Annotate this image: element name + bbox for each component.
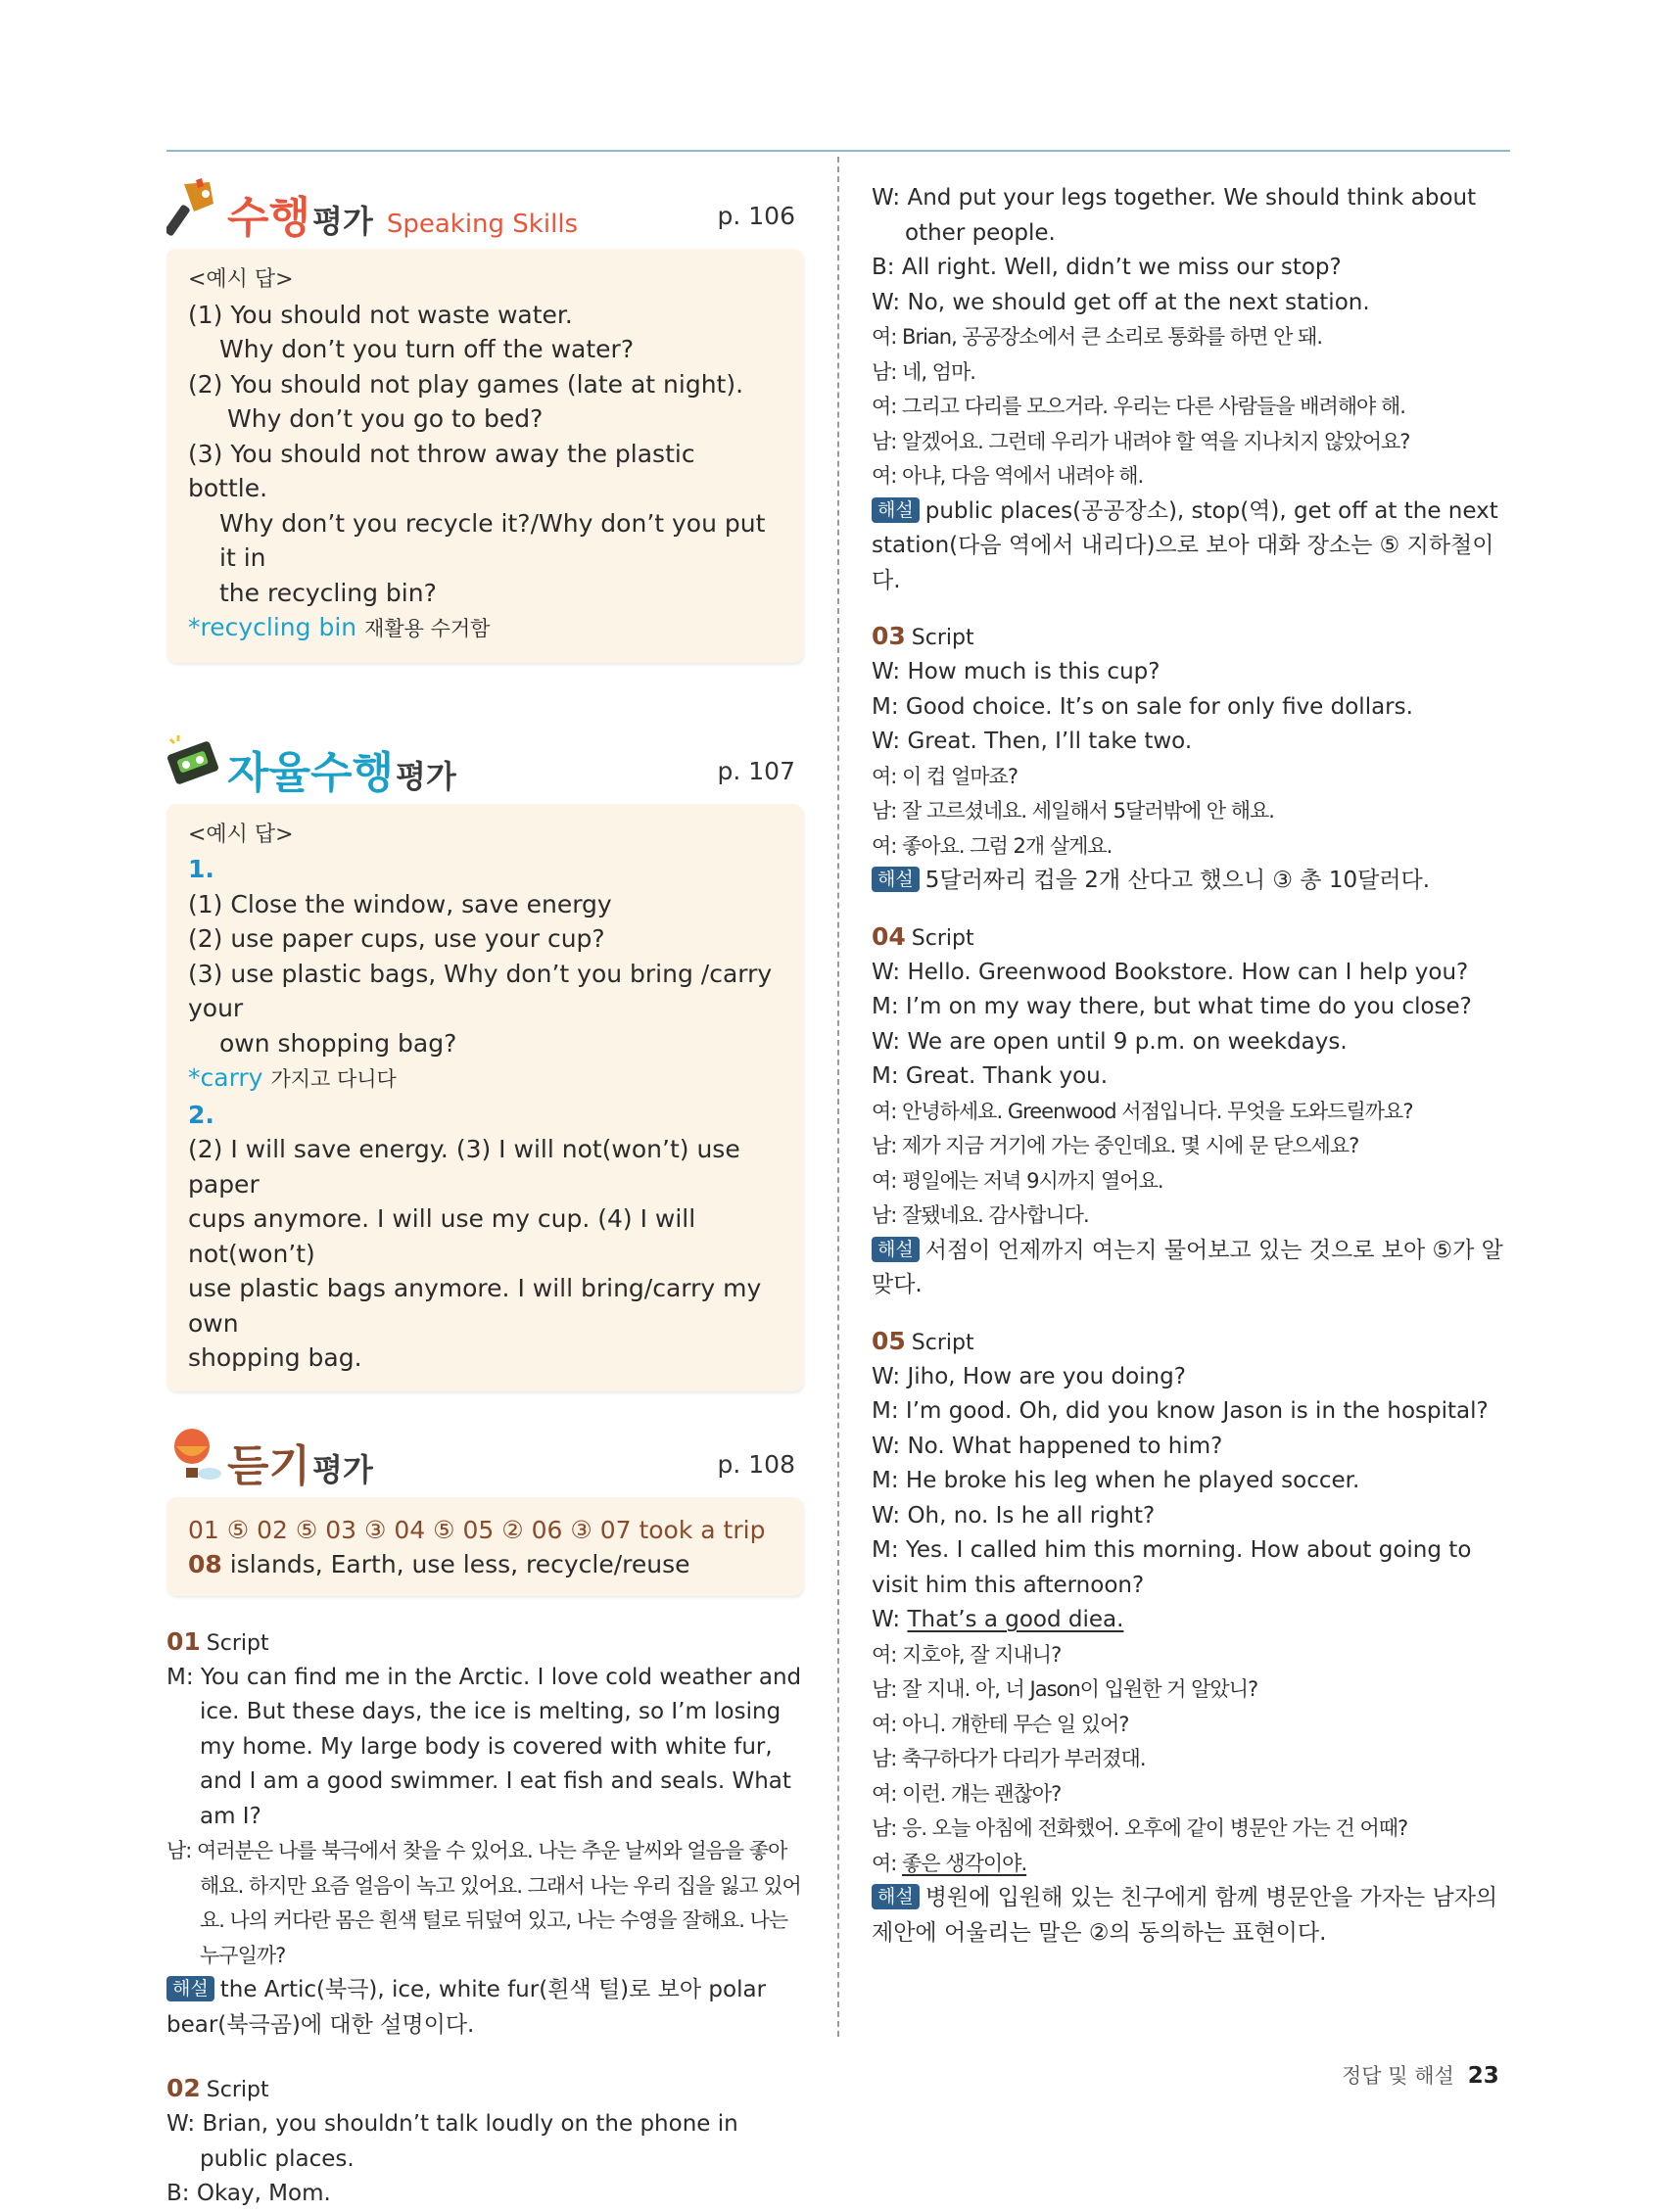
dialogue-line: M: Great. Thank you.	[872, 1063, 1109, 1089]
dialogue-line: W: No. What happened to him?	[872, 1433, 1223, 1459]
answer-box-self	[166, 804, 803, 1391]
answer-key-line: 08 islands, Earth, use less, recycle/reuse	[188, 1550, 690, 1578]
explanation-tag: 해설	[872, 1237, 920, 1262]
dialogue-line: M: He broke his leg when he played soccer.	[872, 1468, 1360, 1493]
script-02	[166, 2072, 803, 2212]
translation-line: 남: 네, 엄마.	[872, 359, 975, 384]
translation-line: 여: 평일에는 저녁 9시까지 열어요.	[872, 1168, 1163, 1193]
question-number: 1.	[188, 855, 214, 883]
answer-line: (1) Close the window, save energy	[188, 889, 612, 918]
dialogue-line: W: Brian, you shouldn’t talk loudly on the phone in public places.	[166, 2111, 738, 2172]
explanation: 해설 병원에 입원해 있는 친구에게 함께 병문안을 가자는 남자의 제안에 어울리는 말은 ②의 동의하는 표현이다.	[872, 1885, 1498, 1946]
translation-line: 남: 여러분은 나를 북극에서 찾을 수 있어요. 나는 추운 날씨와 얼음을 좋아해요. 하지만 요즘 얼음이 녹고 있어요. 그래서 나는 우리 집을 잃고 있어요. 나의 커다란 몸은 흰색 털로 뒤덮여 있고, 나는 수영을 잘해요. 나는 누구일까?	[166, 1839, 801, 1967]
answer-line: own shopping bag?	[219, 1028, 457, 1058]
footer-label: 정답 및 해설	[1342, 2064, 1454, 2088]
answer-line: Why don’t you go to bed?	[227, 404, 544, 433]
translation-line: 남: 응. 오늘 아침에 전화했어. 오후에 같이 병문안 가는 건 어때?	[872, 1816, 1408, 1840]
dialogue-line: B: All right. Well, didn’t we miss our stop?	[872, 255, 1342, 280]
answer-line: (2) I will save energy. (3) I will not(won’t) use paper	[188, 1135, 740, 1199]
page-reference: p. 106	[717, 202, 795, 230]
answer-box-speaking	[166, 249, 803, 663]
dialogue-line: M: Yes. I called him this morning. How about going to visit him this afternoon?	[872, 1537, 1472, 1598]
answer-line: use plastic bags anymore. I will bring/carry my own	[188, 1274, 762, 1338]
section-header-self-performance	[166, 731, 803, 800]
dialogue-line: W: That’s a good diea.	[872, 1607, 1124, 1632]
script-heading: 05 Script	[872, 1326, 974, 1355]
dialogue-line: W: No, we should get off at the next station.	[872, 289, 1370, 315]
dialogue-line: W: Hello. Greenwood Bookstore. How can I help you?	[872, 959, 1469, 985]
script-heading: 02 Script	[166, 2074, 269, 2102]
dialogue-line: M: You can find me in the Arctic. I love cold weather and ice. But these days, the ice is melting, so I’m losing my home. My large body is covered with white fur, and I am a good swimmer. I eat fish and seals. What am I?	[166, 1664, 802, 1829]
translation-line: 여: 아냐, 다음 역에서 내려야 해.	[872, 464, 1144, 488]
translation-line: 여: 좋아요. 그럼 2개 살게요.	[872, 833, 1113, 858]
vocab-note: *carry 가지고 다니다	[188, 1063, 397, 1092]
translation-line: 여: 그리고 다리를 모으거라. 우리는 다른 사람들을 배려해야 해.	[872, 395, 1405, 418]
answer-line: (3) You should not throw away the plastic bottle.	[188, 439, 695, 502]
explanation: 해설 the Artic(북극), ice, white fur(흰색 털)로 보아 polar bear(북극곰)에 대한 설명이다.	[166, 1977, 767, 2038]
section-header-performance	[166, 176, 803, 245]
answer-line: (2) You should not play games (late at night).	[188, 369, 744, 399]
section-title: 듣기평가	[227, 1440, 373, 1491]
dialogue-line: W: Jiho, How are you doing?	[872, 1363, 1186, 1389]
question-number: 2.	[188, 1100, 214, 1129]
translation-line: 남: 잘 지내. 아, 너 Jason이 입원한 거 알았니?	[872, 1677, 1258, 1701]
translation-line: 남: 잘 고르셨네요. 세일해서 5달러밖에 안 해요.	[872, 799, 1274, 823]
answer-line: shopping bag.	[188, 1343, 362, 1372]
answer-box-listening	[166, 1497, 803, 1596]
answer-line: (1) You should not waste water.	[188, 300, 573, 329]
translation-line: 남: 알겠어요. 그런데 우리가 내려야 할 역을 지나치지 않았어요?	[872, 429, 1410, 453]
explanation-tag: 해설	[872, 497, 920, 523]
translation-line: 여: 안녕하세요. Greenwood 서점입니다. 무엇을 도와드릴까요?	[872, 1099, 1413, 1123]
answer-line: cups anymore. I will use my cup. (4) I will not(won’t)	[188, 1204, 696, 1268]
right-column	[872, 181, 1510, 1951]
translation-line: 남: 잘됐네요. 감사합니다.	[872, 1203, 1089, 1227]
section-title: 수행평가 Speaking Skills	[227, 193, 579, 243]
explanation-tag: 해설	[872, 867, 920, 892]
translation-line: 여: 아니. 걔한테 무슨 일 있어?	[872, 1712, 1129, 1736]
example-label: <예시 답>	[188, 822, 294, 847]
explanation: 해설 서점이 언제까지 여는지 물어보고 있는 것으로 보아 ⑤가 알맞다.	[872, 1237, 1503, 1297]
page-reference: p. 108	[717, 1449, 795, 1479]
script-03	[872, 620, 1510, 899]
explanation: 해설 public places(공공장소), stop(역), get off at the next station(다음 역에서 내리다)으로 보아 대화 장소는 ⑤ 지하철이다.	[872, 497, 1498, 593]
dialogue-line: W: Oh, no. Is he all right?	[872, 1502, 1156, 1529]
translation-line: 남: 제가 지금 거기에 가는 중인데요. 몇 시에 문 닫으세요?	[872, 1134, 1359, 1157]
translation-line: 남: 축구하다가 다리가 부러졌대.	[872, 1747, 1146, 1770]
answer-line: (2) use paper cups, use your cup?	[188, 924, 605, 953]
section-subtitle: Speaking Skills	[386, 210, 579, 239]
explanation: 해설 5달러짜리 컵을 2개 산다고 했으니 ③ 총 10달러다.	[872, 864, 1510, 899]
top-rule	[166, 150, 1510, 152]
answer-line: Why don’t you turn off the water?	[219, 335, 635, 363]
hot-air-balloon-icon	[166, 1427, 223, 1487]
translation-line: 여: 이런. 걔는 괜찮아?	[872, 1781, 1062, 1806]
translation-line: 여: 좋은 생각이야.	[872, 1851, 1027, 1875]
script-heading: 01 Script	[166, 1626, 269, 1656]
script-05	[872, 1325, 1510, 1952]
page-footer	[1342, 2060, 1499, 2090]
dialogue-line: B: Okay, Mom.	[166, 2181, 331, 2206]
translation-line: 여: Brian, 공공장소에서 큰 소리로 통화를 하면 안 돼.	[872, 325, 1323, 349]
dialogue-line: M: I’m on my way there, but what time do you close?	[872, 994, 1472, 1019]
answer-key-line: 01 ⑤ 02 ⑤ 03 ③ 04 ⑤ 05 ② 06 ③ 07 took a trip	[188, 1515, 766, 1544]
page-number: 23	[1467, 2063, 1499, 2089]
column-divider	[837, 157, 839, 2037]
explanation-tag: 해설	[166, 1976, 214, 2001]
explanation-tag: 해설	[872, 1884, 920, 1909]
dialogue-line: M: Good choice. It’s on sale for only five dollars.	[872, 693, 1413, 720]
example-label: <예시 답>	[188, 267, 294, 292]
dialogue-line: W: Great. Then, I’ll take two.	[872, 729, 1193, 754]
dialogue-line: W: And put your legs together. We should think about other people.	[872, 185, 1477, 246]
section-title: 자율수행평가	[227, 747, 456, 798]
script-04	[872, 920, 1510, 1303]
cassette-icon	[166, 733, 223, 794]
dialogue-line: W: We are open until 9 p.m. on weekdays.	[872, 1028, 1348, 1055]
script-heading: 04 Script	[872, 921, 974, 951]
vocab-note: *recycling bin 재활용 수거함	[188, 613, 491, 641]
translation-line: 여: 이 컵 얼마죠?	[872, 764, 1018, 788]
left-column	[166, 176, 803, 2212]
hammer-icon	[166, 178, 223, 239]
answer-line: the recycling bin?	[219, 578, 437, 607]
dialogue-line: M: I’m good. Oh, did you know Jason is in the hospital?	[872, 1398, 1489, 1424]
answer-line: Why don’t you recycle it?/Why don’t you put it in	[219, 508, 766, 572]
script-01	[166, 1625, 803, 2044]
translation-line: 여: 지호야, 잘 지내니?	[872, 1642, 1062, 1667]
dialogue-line: W: How much is this cup?	[872, 659, 1161, 684]
page-reference: p. 107	[717, 756, 795, 785]
section-header-listening	[166, 1425, 803, 1493]
answer-line: (3) use plastic bags, Why don’t you bring /carry your	[188, 959, 773, 1022]
script-heading: 03 Script	[872, 622, 974, 650]
